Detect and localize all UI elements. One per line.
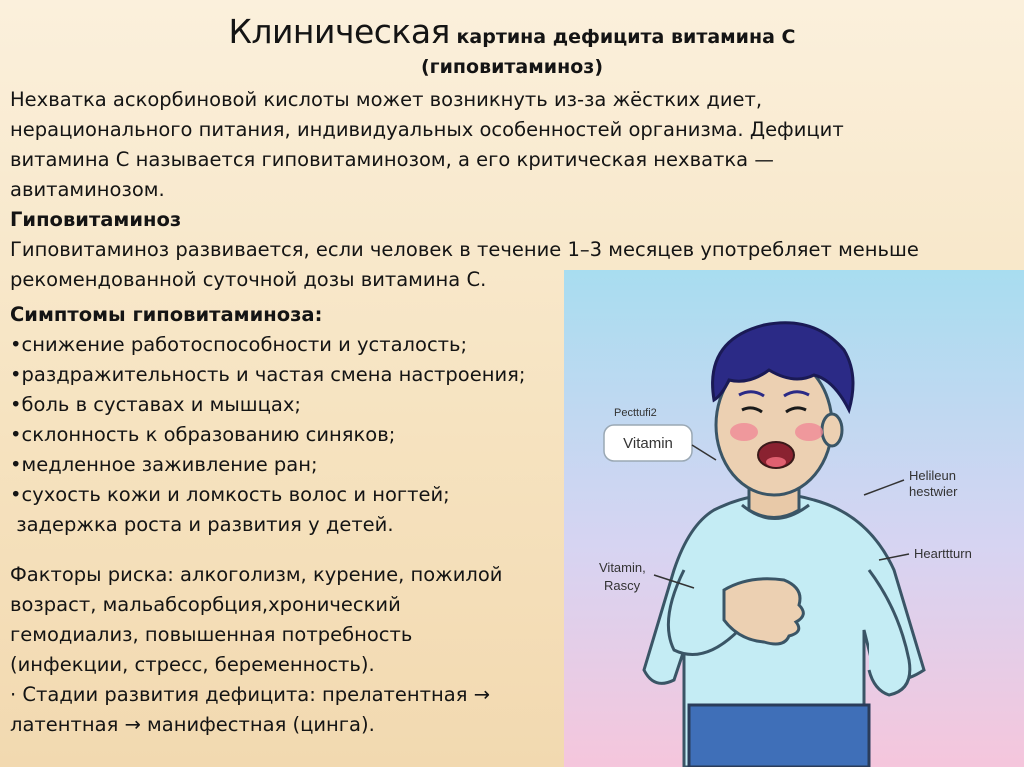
slide-subtitle: (гиповитаминоз) [420, 56, 604, 78]
sick-person-illustration [564, 270, 1024, 767]
risk-line: Факторы риска: алкоголизм, курение, пожилой [10, 563, 503, 586]
label-left-b: Rascy [604, 578, 641, 593]
label-top: Pecttufi2 [614, 407, 657, 419]
title-main-word: Клиническая [228, 12, 450, 51]
intro-line: Нехватка аскорбиновой кислоты может возникнуть из-за жёстких диет, [10, 88, 763, 111]
pants [689, 705, 869, 767]
cheek-left [730, 423, 758, 441]
intro-line: нерационального питания, индивидуальных особенностей организма. Дефицит [10, 118, 844, 141]
intro-paragraph [10, 85, 844, 205]
hypovitaminosis-line: Гиповитаминоз развивается, если человек в течение 1–3 месяцев употребляет меньше [10, 238, 919, 261]
symptom-item: •склонность к образованию синяков; [10, 423, 396, 446]
risk-line: (инфекции, стресс, беременность). [10, 653, 375, 676]
risk-line: возраст, мальабсорбция,хронический [10, 593, 401, 616]
cheek-right [795, 423, 823, 441]
symptom-item: •сухость кожи и ломкость волос и ногтей; [10, 483, 450, 506]
slide-title [0, 12, 1024, 51]
intro-line: витамина С называется гиповитаминозом, а его критическая нехватка — [10, 148, 774, 171]
vitamin-bubble-text: Vitamin [623, 435, 673, 452]
risk-line: гемодиализ, повышенная потребность [10, 623, 413, 646]
symptoms-list [10, 330, 525, 540]
risk-factors [10, 560, 502, 680]
intro-line: авитаминозом. [10, 178, 165, 201]
label-right-2: Hearttturn [914, 546, 972, 561]
symptom-item: •медленное заживление ран; [10, 453, 318, 476]
ear [822, 414, 842, 446]
label-left-a: Vitamin, [599, 560, 646, 575]
symptom-item: •раздражительность и частая смена настроения; [10, 363, 526, 386]
tongue [766, 457, 786, 467]
symptom-item: •снижение работоспособности и усталость; [10, 333, 468, 356]
symptoms-heading: Симптомы гиповитаминоза: [10, 303, 323, 326]
hypovitaminosis-line: рекомендованной суточной дозы витамина С. [10, 268, 487, 291]
stages-line: · Стадии развития дефицита: прелатентная → [10, 683, 490, 706]
title-rest: картина дефицита витамина С [449, 26, 796, 48]
deficiency-stages [10, 680, 490, 740]
label-right-1a: Helileun [909, 468, 956, 483]
label-right-1b: hestwier [909, 484, 958, 499]
symptom-item: •боль в суставах и мышцах; [10, 393, 301, 416]
hypovitaminosis-heading: Гиповитаминоз [10, 208, 182, 231]
stages-line: латентная → манифестная (цинга). [10, 713, 375, 736]
symptom-item: задержка роста и развития у детей. [10, 513, 394, 536]
